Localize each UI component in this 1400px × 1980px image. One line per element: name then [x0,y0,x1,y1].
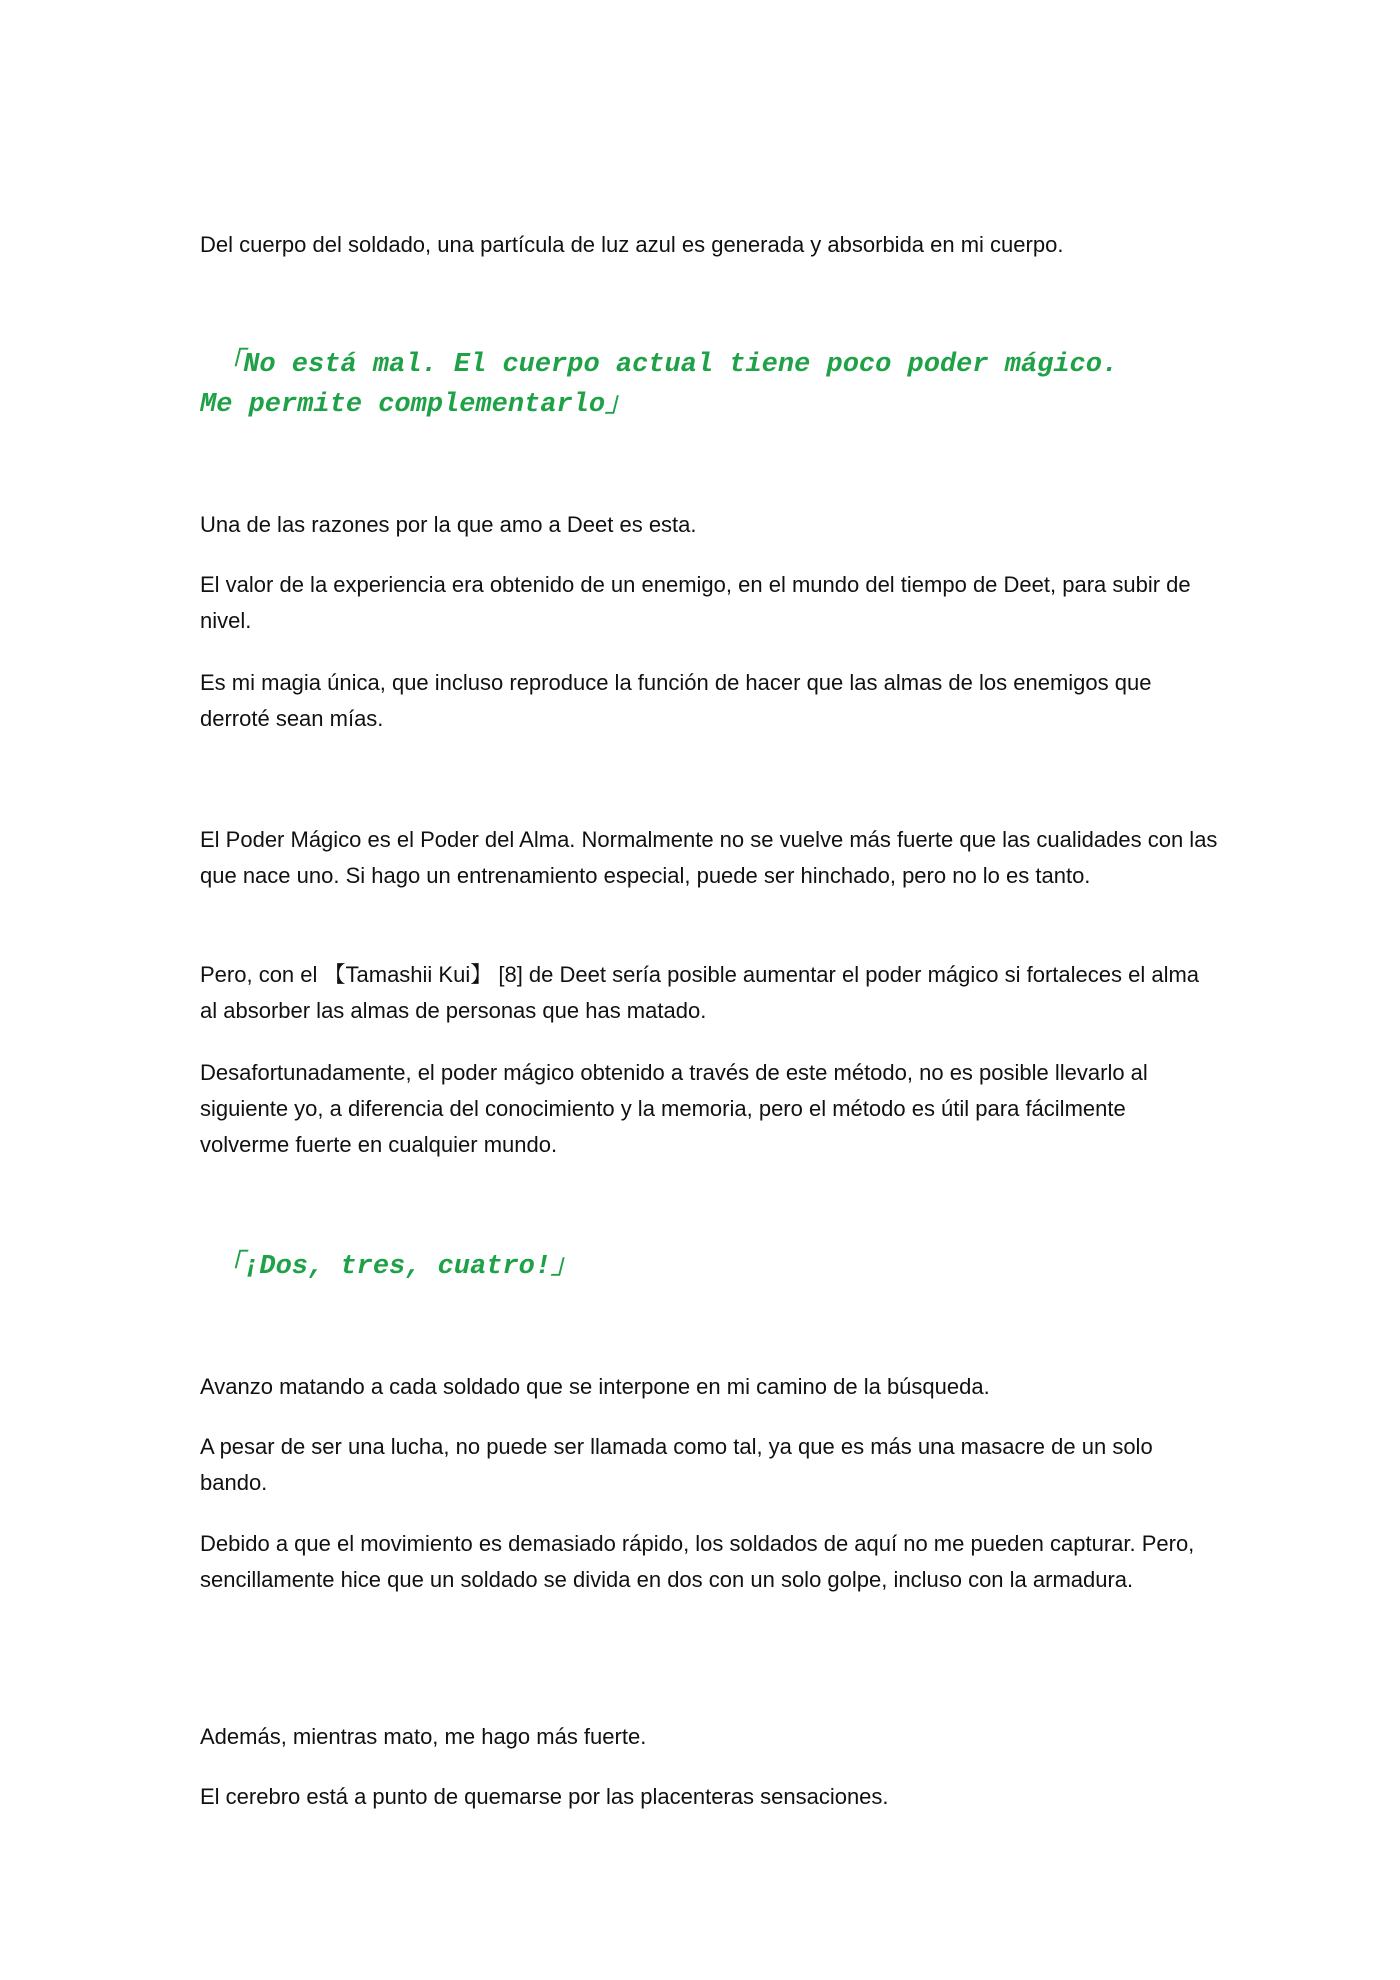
paragraph-11: Además, mientras mato, me hago más fuerte. [200,1724,647,1749]
paragraph-6: Pero, con el 【Tamashii Kui】 [8] de Deet sería posible aumentar el poder mágico si fortaleces el alma al absorber las almas de personas que has matado. [200,962,1200,1023]
paragraph-10: Debido a que el movimiento es demasiado rápido, los soldados de aquí no me pueden capturar. Pero, sencillamente hice que un soldado se divida en dos con un solo golpe, incluso con la armadura. [200,1531,1195,1592]
paragraph-12: El cerebro está a punto de quemarse por las placenteras sensaciones. [200,1784,889,1809]
paragraph-9: A pesar de ser una lucha, no puede ser llamada como tal, ya que es más una masacre de un solo bando. [200,1434,1153,1495]
paragraph-8: Avanzo matando a cada soldado que se interpone en mi camino de la búsqueda. [200,1374,990,1399]
dialogue-line-1: 「No está mal. El cuerpo actual tiene poco poder mágico. Me permite complementarlo」 [200,350,1119,420]
paragraph-1: Del cuerpo del soldado, una partícula de luz azul es generada y absorbida en mi cuerpo. [200,232,1064,257]
paragraph-7: Desafortunadamente, el poder mágico obtenido a través de este método, no es posible llevarlo al siguiente yo, a diferencia del conocimiento y la memoria, pero el método es útil para fácilmente volverme fuerte en cualquier mundo. [200,1060,1148,1157]
paragraph-2: Una de las razones por la que amo a Deet es esta. [200,512,697,537]
paragraph-4: Es mi magia única, que incluso reproduce la función de hacer que las almas de los enemigos que derroté sean mías. [200,670,1152,731]
paragraph-5: El Poder Mágico es el Poder del Alma. Normalmente no se vuelve más fuerte que las cualidades con las que nace uno. Si hago un entrenamiento especial, puede ser hinchado, pero no lo es tanto. [200,827,1218,888]
paragraph-3: El valor de la experiencia era obtenido de un enemigo, en el mundo del tiempo de Deet, para subir de nivel. [200,572,1191,633]
dialogue-line-2: 「¡Dos, tres, cuatro!」 [200,1252,579,1282]
